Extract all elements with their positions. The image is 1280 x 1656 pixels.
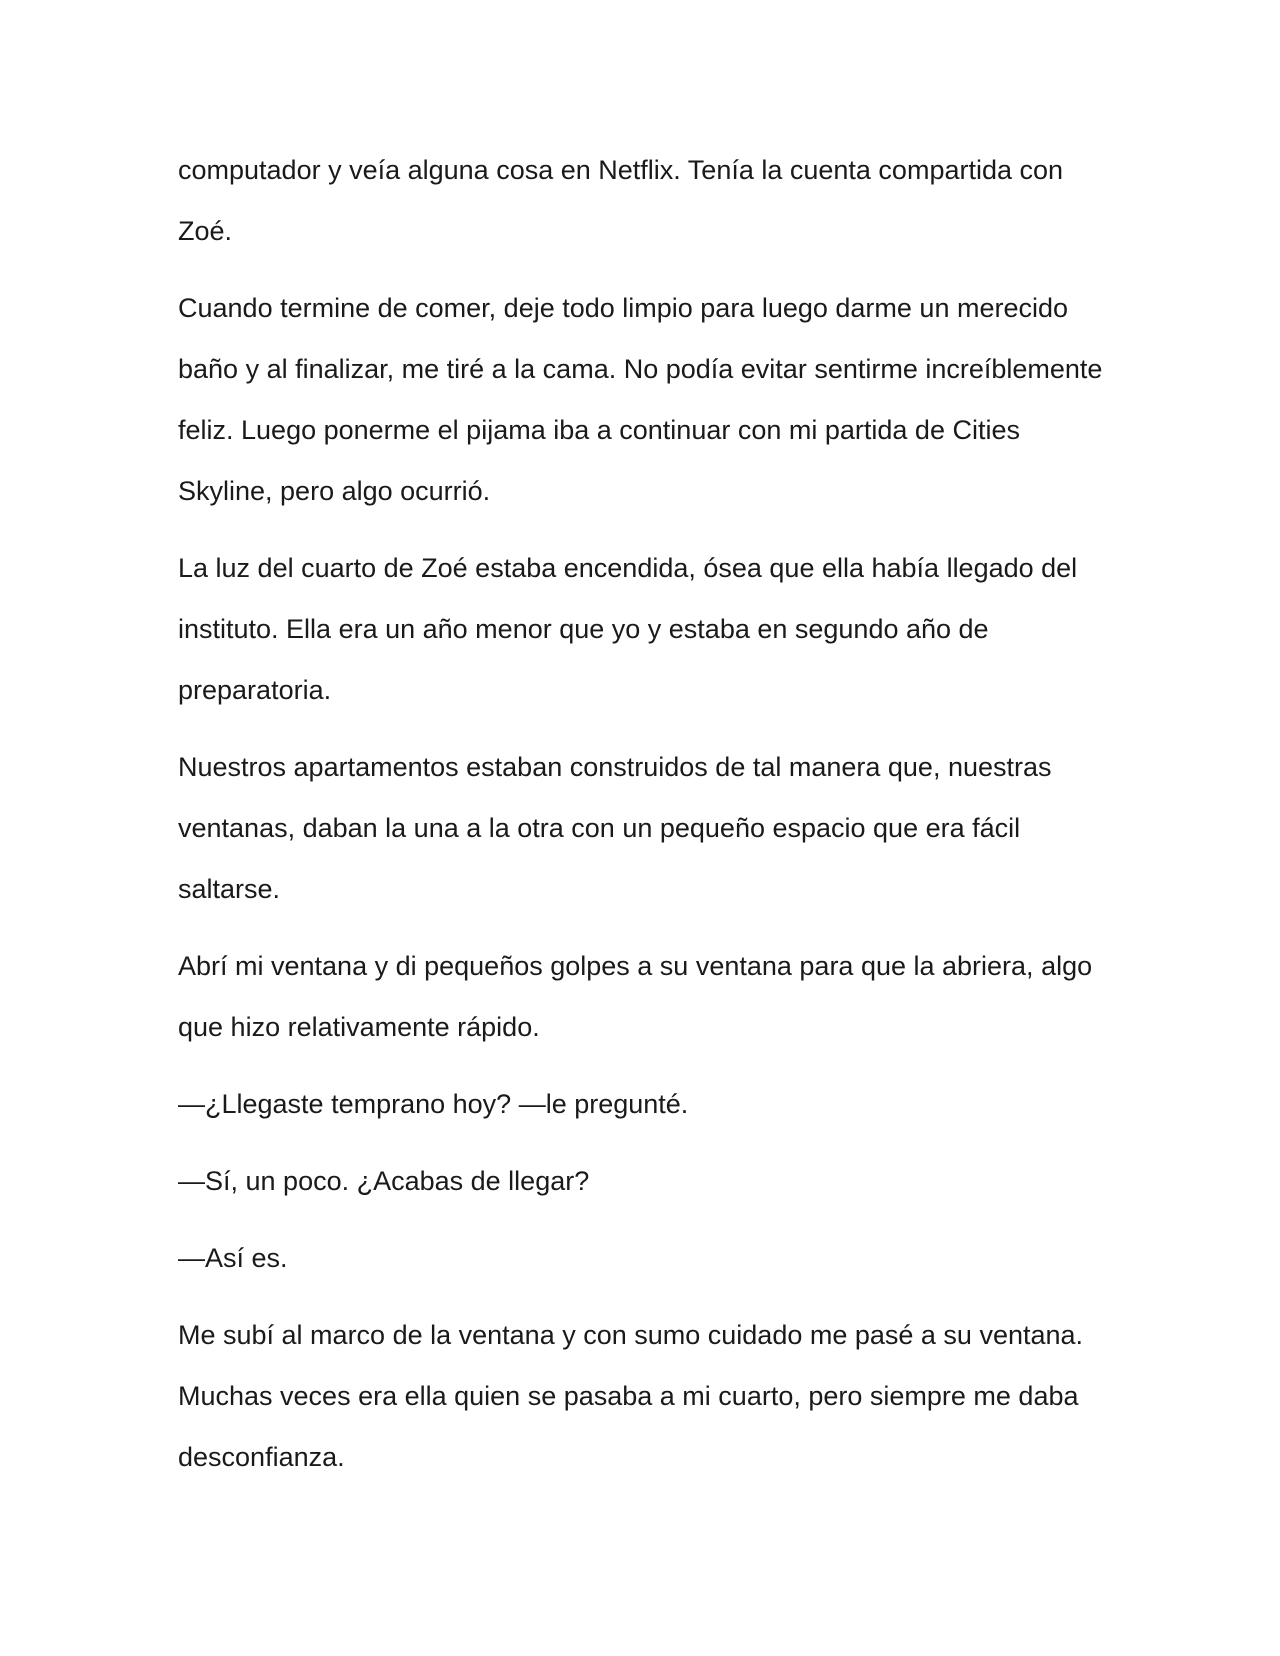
paragraph: Nuestros apartamentos estaban construidos de tal manera que, nuestras ventanas, daban la una a la otra con un pequeño espacio que era fácil saltarse.	[178, 752, 1052, 904]
body-text	[178, 140, 1113, 1488]
dialogue-line: —Así es.	[178, 1243, 288, 1273]
paragraph: Cuando termine de comer, deje todo limpio para luego darme un merecido baño y al finalizar, me tiré a la cama. No podía evitar sentirme increíblemente feliz. Luego ponerme el pijama iba a continuar con mi partida de Cities Skyline, pero algo ocurrió.	[178, 293, 1103, 506]
paragraph: Me subí al marco de la ventana y con sumo cuidado me pasé a su ventana. Muchas veces era ella quien se pasaba a mi cuarto, pero siempre me daba desconfianza.	[178, 1320, 1084, 1472]
dialogue-line: —Sí, un poco. ¿Acabas de llegar?	[178, 1166, 590, 1196]
dialogue-line: —¿Llegaste temprano hoy? —le pregunté.	[178, 1089, 689, 1119]
paragraph: computador y veía alguna cosa en Netflix. Tenía la cuenta compartida con Zoé.	[178, 155, 1064, 246]
paragraph: La luz del cuarto de Zoé estaba encendida, ósea que ella había llegado del instituto. Ella era un año menor que yo y estaba en segundo año de preparatoria.	[178, 553, 1078, 705]
paragraph: Abrí mi ventana y di pequeños golpes a su ventana para que la abriera, algo que hizo relativamente rápido.	[178, 951, 1093, 1042]
